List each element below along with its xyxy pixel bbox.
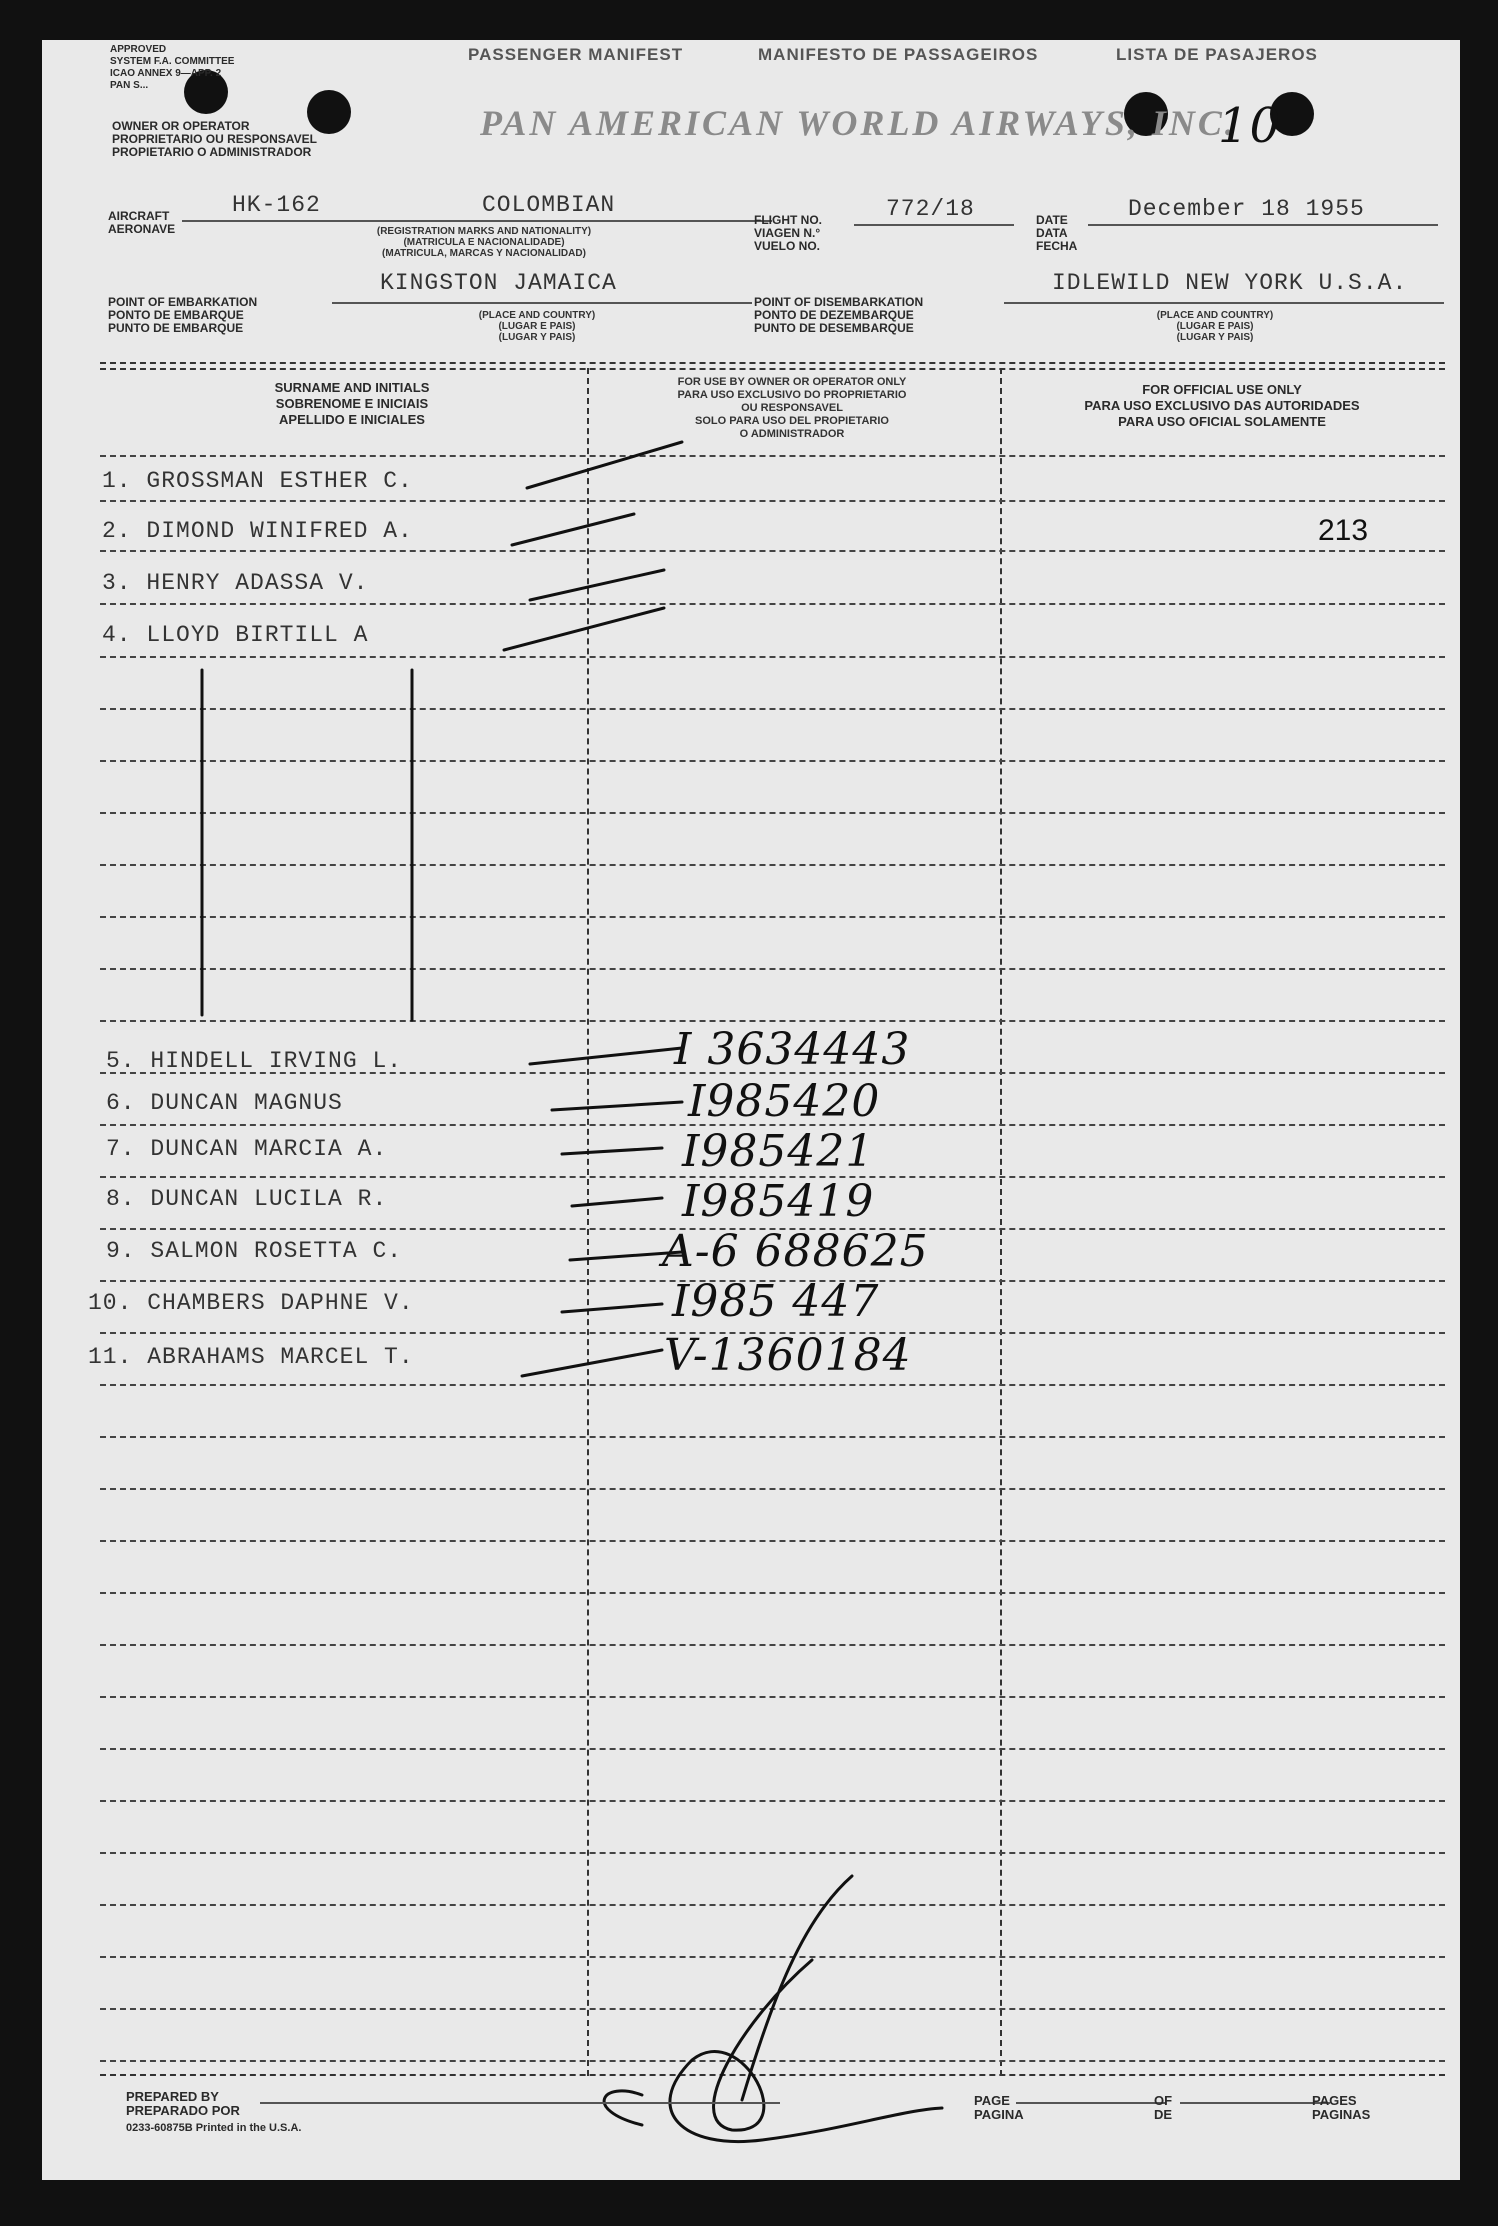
prepared-by-line: PREPARADO POR [126, 2103, 240, 2118]
disembarkation-sub-line: (PLACE AND COUNTRY) [1156, 310, 1274, 321]
title-en: PASSENGER MANIFEST [468, 45, 684, 64]
dash-mark [552, 1102, 682, 1110]
embarkation-sub-line: (LUGAR E PAIS) [498, 321, 576, 332]
passenger-document: I 3634443 [674, 1024, 911, 1075]
aircraft-sub-line: (MATRICULA E NACIONALIDADE) [403, 237, 565, 248]
prepared-by-label [126, 2090, 240, 2118]
disembarkation-label-line: PUNTO DE DESEMBARQUE [754, 321, 914, 335]
dash-mark [562, 1148, 662, 1154]
date-label-line: FECHA [1036, 239, 1078, 253]
column-header-line: SOBRENOME E INICIAIS [275, 396, 429, 411]
dash-mark [562, 1304, 662, 1312]
column-header-line: O ADMINISTRADOR [739, 428, 845, 440]
pages-label-line: PAGINAS [1312, 2107, 1371, 2122]
passenger-name: 11. ABRAHAMS MARCEL T. [88, 1344, 414, 1370]
passenger-document: V-1360184 [664, 1330, 912, 1381]
page-label-line: PAGE [974, 2093, 1010, 2108]
owner-label-line: PROPIETARIO O ADMINISTRADOR [112, 145, 312, 159]
airline-logo: PAN AMERICAN WORLD AIRWAYS, INC. [480, 103, 1237, 143]
passenger-document: A-6 688625 [662, 1226, 929, 1277]
column-header-line: APELLIDO E INICIALES [279, 412, 425, 427]
aircraft-value: HK-162 [232, 192, 321, 218]
manifest-sheet [42, 40, 1460, 2180]
flight-value: 772/18 [886, 196, 975, 222]
dash-mark [522, 1350, 662, 1376]
passenger-name: 5. HINDELL IRVING L. [106, 1048, 403, 1074]
aircraft-sub-line: (MATRICULA, MARCAS Y NACIONALIDAD) [382, 248, 586, 259]
prepared-by-line: PREPARED BY [126, 2089, 219, 2104]
disembarkation-value: IDLEWILD NEW YORK U.S.A. [1052, 270, 1408, 296]
title-es: LISTA DE PASAJEROS [1116, 45, 1318, 64]
column-header-line: FOR OFFICIAL USE ONLY [1142, 382, 1302, 397]
tick-mark [512, 514, 634, 545]
disembarkation-label-line: POINT OF DISEMBARKATION [754, 295, 924, 309]
flight-label-line: VIAGEN N.° [754, 226, 821, 240]
passenger-document: I985419 [682, 1176, 875, 1227]
prepared-by-underline [260, 2102, 780, 2104]
disembarkation-sub-line: (LUGAR E PAIS) [1176, 321, 1254, 332]
of-label-line: DE [1154, 2107, 1173, 2122]
passenger-name: 2. DIMOND WINIFRED A. [102, 518, 413, 544]
disembarkation-label-line: PONTO DE DEZEMBARQUE [754, 308, 914, 322]
owner-label-line: PROPRIETARIO OU RESPONSAVEL [112, 132, 317, 146]
official-number: 213 [1318, 514, 1369, 547]
embarkation-label-line: POINT OF EMBARKATION [108, 295, 258, 309]
approval-line: PAN S... [110, 80, 149, 91]
owner-label-line: OWNER OR OPERATOR [112, 119, 250, 133]
of-underline [1180, 2102, 1330, 2104]
column-header-line: SOLO PARA USO DEL PROPIETARIO [695, 415, 889, 427]
page-label-line: PAGINA [974, 2107, 1024, 2122]
aircraft-sub-line: (REGISTRATION MARKS AND NATIONALITY) [376, 226, 592, 237]
passenger-document: I985421 [682, 1126, 875, 1177]
tick-mark [527, 442, 682, 488]
tick-mark [530, 570, 664, 600]
embarkation-sub-line: (PLACE AND COUNTRY) [478, 310, 596, 321]
title-pt: MANIFESTO DE PASSAGEIROS [758, 45, 1039, 64]
dash-mark [572, 1198, 662, 1206]
column-header-line: PARA USO OFICIAL SOLAMENTE [1118, 414, 1326, 429]
form-number: 0233-60875B Printed in the U.S.A. [126, 2122, 302, 2134]
dash-mark [570, 1252, 682, 1260]
pen-marks [42, 40, 1460, 2180]
passenger-name: 7. DUNCAN MARCIA A. [106, 1136, 388, 1162]
embarkation-value: KINGSTON JAMAICA [380, 270, 617, 296]
passenger-document: I985420 [688, 1076, 881, 1127]
embarkation-sub-line: (LUGAR Y PAIS) [498, 332, 576, 343]
page-mark: 10 [1218, 98, 1282, 154]
flight-label-line: VUELO NO. [754, 239, 821, 253]
approval-line: SYSTEM F.A. COMMITTEE [110, 56, 235, 67]
page-underline [1016, 2102, 1166, 2104]
passenger-name: 1. GROSSMAN ESTHER C. [102, 468, 413, 494]
date-value: December 18 1955 [1128, 196, 1365, 222]
passenger-document: I985 447 [672, 1276, 880, 1327]
tick-mark [504, 608, 664, 650]
pages-label [1312, 2094, 1370, 2122]
approval-line: ICAO ANNEX 9—APP. 2 [110, 68, 222, 79]
passenger-name: 6. DUNCAN MAGNUS [106, 1090, 343, 1116]
column-header-line: OU RESPONSAVEL [741, 402, 843, 414]
column-header-line: FOR USE BY OWNER OR OPERATOR ONLY [677, 376, 907, 388]
aircraft-nationality: COLOMBIAN [482, 192, 616, 218]
column-header-line: PARA USO EXCLUSIVO DAS AUTORIDADES [1084, 398, 1360, 413]
passenger-name: 10. CHAMBERS DAPHNE V. [88, 1290, 414, 1316]
embarkation-label-line: PONTO DE EMBARQUE [108, 308, 244, 322]
aircraft-label-line: AIRCRAFT [108, 209, 170, 223]
column-header-line: SURNAME AND INITIALS [274, 380, 430, 395]
pages-label-line: PAGES [1312, 2093, 1357, 2108]
date-label-line: DATA [1036, 226, 1068, 240]
aircraft-label-line: AERONAVE [108, 222, 176, 236]
of-label [1154, 2094, 1172, 2122]
approval-line: APPROVED [110, 44, 167, 55]
passenger-name: 3. HENRY ADASSA V. [102, 570, 369, 596]
passenger-name: 4. LLOYD BIRTILL A [102, 622, 369, 648]
date-label-line: DATE [1036, 213, 1068, 227]
embarkation-label-line: PUNTO DE EMBARQUE [108, 321, 244, 335]
passenger-name: 9. SALMON ROSETTA C. [106, 1238, 403, 1264]
column-header-line: PARA USO EXCLUSIVO DO PROPRIETARIO [677, 389, 907, 401]
dash-mark [530, 1048, 682, 1064]
flight-label-line: FLIGHT NO. [754, 213, 822, 227]
of-label-line: OF [1154, 2093, 1173, 2108]
page-label [974, 2094, 1024, 2122]
passenger-name: 8. DUNCAN LUCILA R. [106, 1186, 388, 1212]
disembarkation-sub-line: (LUGAR Y PAIS) [1176, 332, 1254, 343]
